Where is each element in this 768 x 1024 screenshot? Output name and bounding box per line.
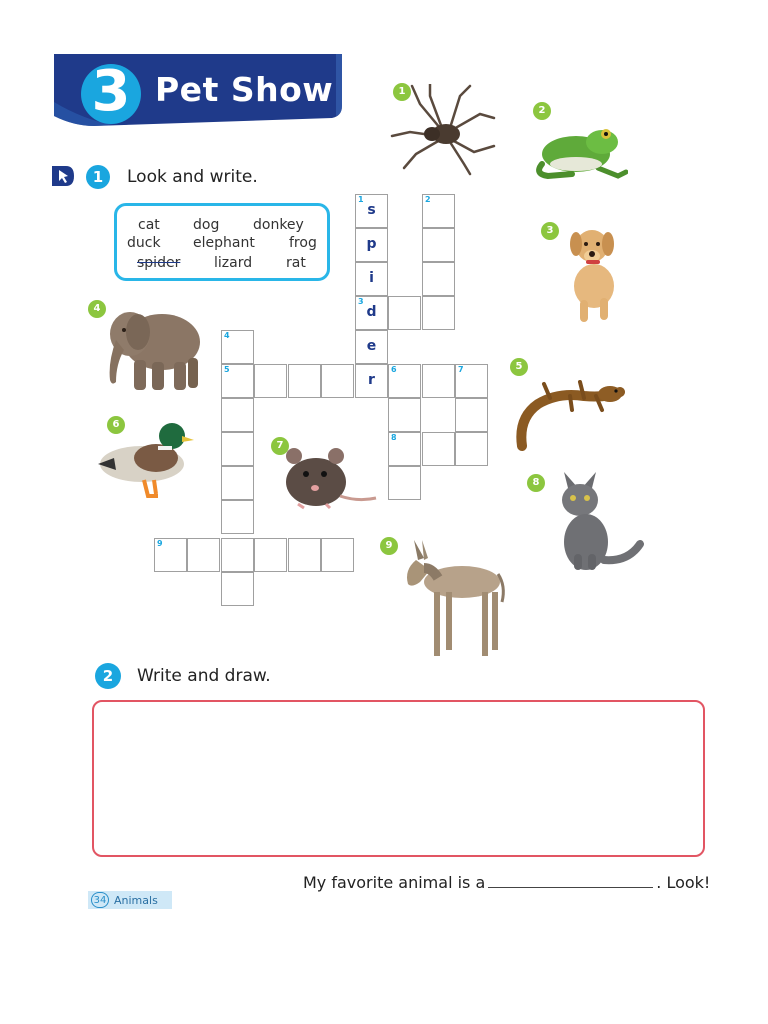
spider-icon (390, 84, 500, 176)
cursor-icon (52, 166, 74, 186)
word-elephant: elephant (193, 235, 255, 251)
rat-icon (278, 446, 378, 510)
favorite-animal-sentence (303, 873, 710, 892)
crossword-letter: e (366, 338, 377, 354)
clue-number: 3 (358, 297, 364, 306)
crossword-cell[interactable] (388, 296, 421, 330)
word-rat: rat (286, 255, 306, 271)
crossword-cell[interactable] (254, 364, 287, 398)
crossword-cell[interactable] (221, 538, 254, 572)
donkey-icon (398, 538, 510, 660)
crossword-cell[interactable] (221, 500, 254, 534)
picture-number: 8 (527, 474, 545, 492)
dog-icon (562, 222, 626, 324)
word-dog: dog (193, 217, 220, 233)
crossword-cell[interactable] (422, 262, 455, 296)
picture-number: 6 (107, 416, 125, 434)
word-cat: cat (138, 217, 160, 233)
crossword-cell[interactable] (221, 572, 254, 606)
picture-number: 4 (88, 300, 106, 318)
crossword-cell[interactable] (422, 296, 455, 330)
picture-number: 5 (510, 358, 528, 376)
clue-number: 9 (157, 539, 163, 548)
crossword-cell[interactable] (388, 466, 421, 500)
clue-number: 1 (358, 195, 364, 204)
crossword-cell[interactable] (455, 432, 488, 466)
drawing-area[interactable] (92, 700, 705, 857)
exercise-2-number: 2 (95, 663, 121, 689)
exercise-2-instruction: Write and draw. (137, 666, 271, 686)
page-number: 34 (91, 892, 109, 908)
crossword-cell[interactable] (288, 538, 321, 572)
crossword-cell[interactable] (388, 398, 421, 432)
crossword-cell[interactable] (221, 466, 254, 500)
exercise-1-instruction: Look and write. (127, 167, 258, 187)
crossword-cell[interactable] (321, 364, 354, 398)
crossword-cell[interactable] (321, 538, 354, 572)
clue-number: 2 (425, 195, 431, 204)
clue-number: 7 (458, 365, 464, 374)
exercise-1-number: 1 (86, 165, 110, 189)
crossword-cell[interactable] (221, 398, 254, 432)
sentence-start: My favorite animal is a (303, 873, 486, 892)
crossword-letter: s (367, 202, 376, 218)
elephant-icon (100, 302, 204, 394)
picture-number: 2 (533, 102, 551, 120)
crossword-cell[interactable] (422, 228, 455, 262)
crossword-letter: i (369, 270, 374, 286)
crossword-letter: p (366, 236, 377, 252)
picture-number: 1 (393, 83, 411, 101)
crossword-cell[interactable] (422, 364, 455, 398)
duck-icon (96, 418, 196, 500)
crossword-cell[interactable] (288, 364, 321, 398)
word-duck: duck (127, 235, 161, 251)
unit-number: 3 (91, 59, 131, 124)
picture-number: 3 (541, 222, 559, 240)
word-lizard: lizard (214, 255, 253, 271)
crossword-letter: d (366, 304, 377, 320)
crossword-letter: r (368, 372, 375, 388)
crossword-cell[interactable] (187, 538, 220, 572)
clue-number: 6 (391, 365, 397, 374)
clue-number: 8 (391, 433, 397, 442)
clue-number: 4 (224, 331, 230, 340)
picture-number: 9 (380, 537, 398, 555)
word-donkey: donkey (253, 217, 304, 233)
crossword-cell[interactable] (422, 432, 455, 466)
section-label: Animals (114, 894, 158, 907)
cat-icon (554, 466, 644, 572)
lizard-icon (514, 368, 626, 452)
crossword-cell[interactable] (221, 432, 254, 466)
crossword-cell[interactable] (254, 538, 287, 572)
sentence-end: . Look! (656, 873, 711, 892)
frog-icon (528, 124, 628, 180)
answer-blank[interactable] (488, 887, 653, 888)
crossword-cell[interactable] (455, 398, 488, 432)
picture-number: 7 (271, 437, 289, 455)
page-title: Pet Show (155, 70, 334, 109)
word-frog: frog (289, 235, 317, 251)
clue-number: 5 (224, 365, 230, 374)
word-spider-crossed: spider (137, 255, 181, 271)
